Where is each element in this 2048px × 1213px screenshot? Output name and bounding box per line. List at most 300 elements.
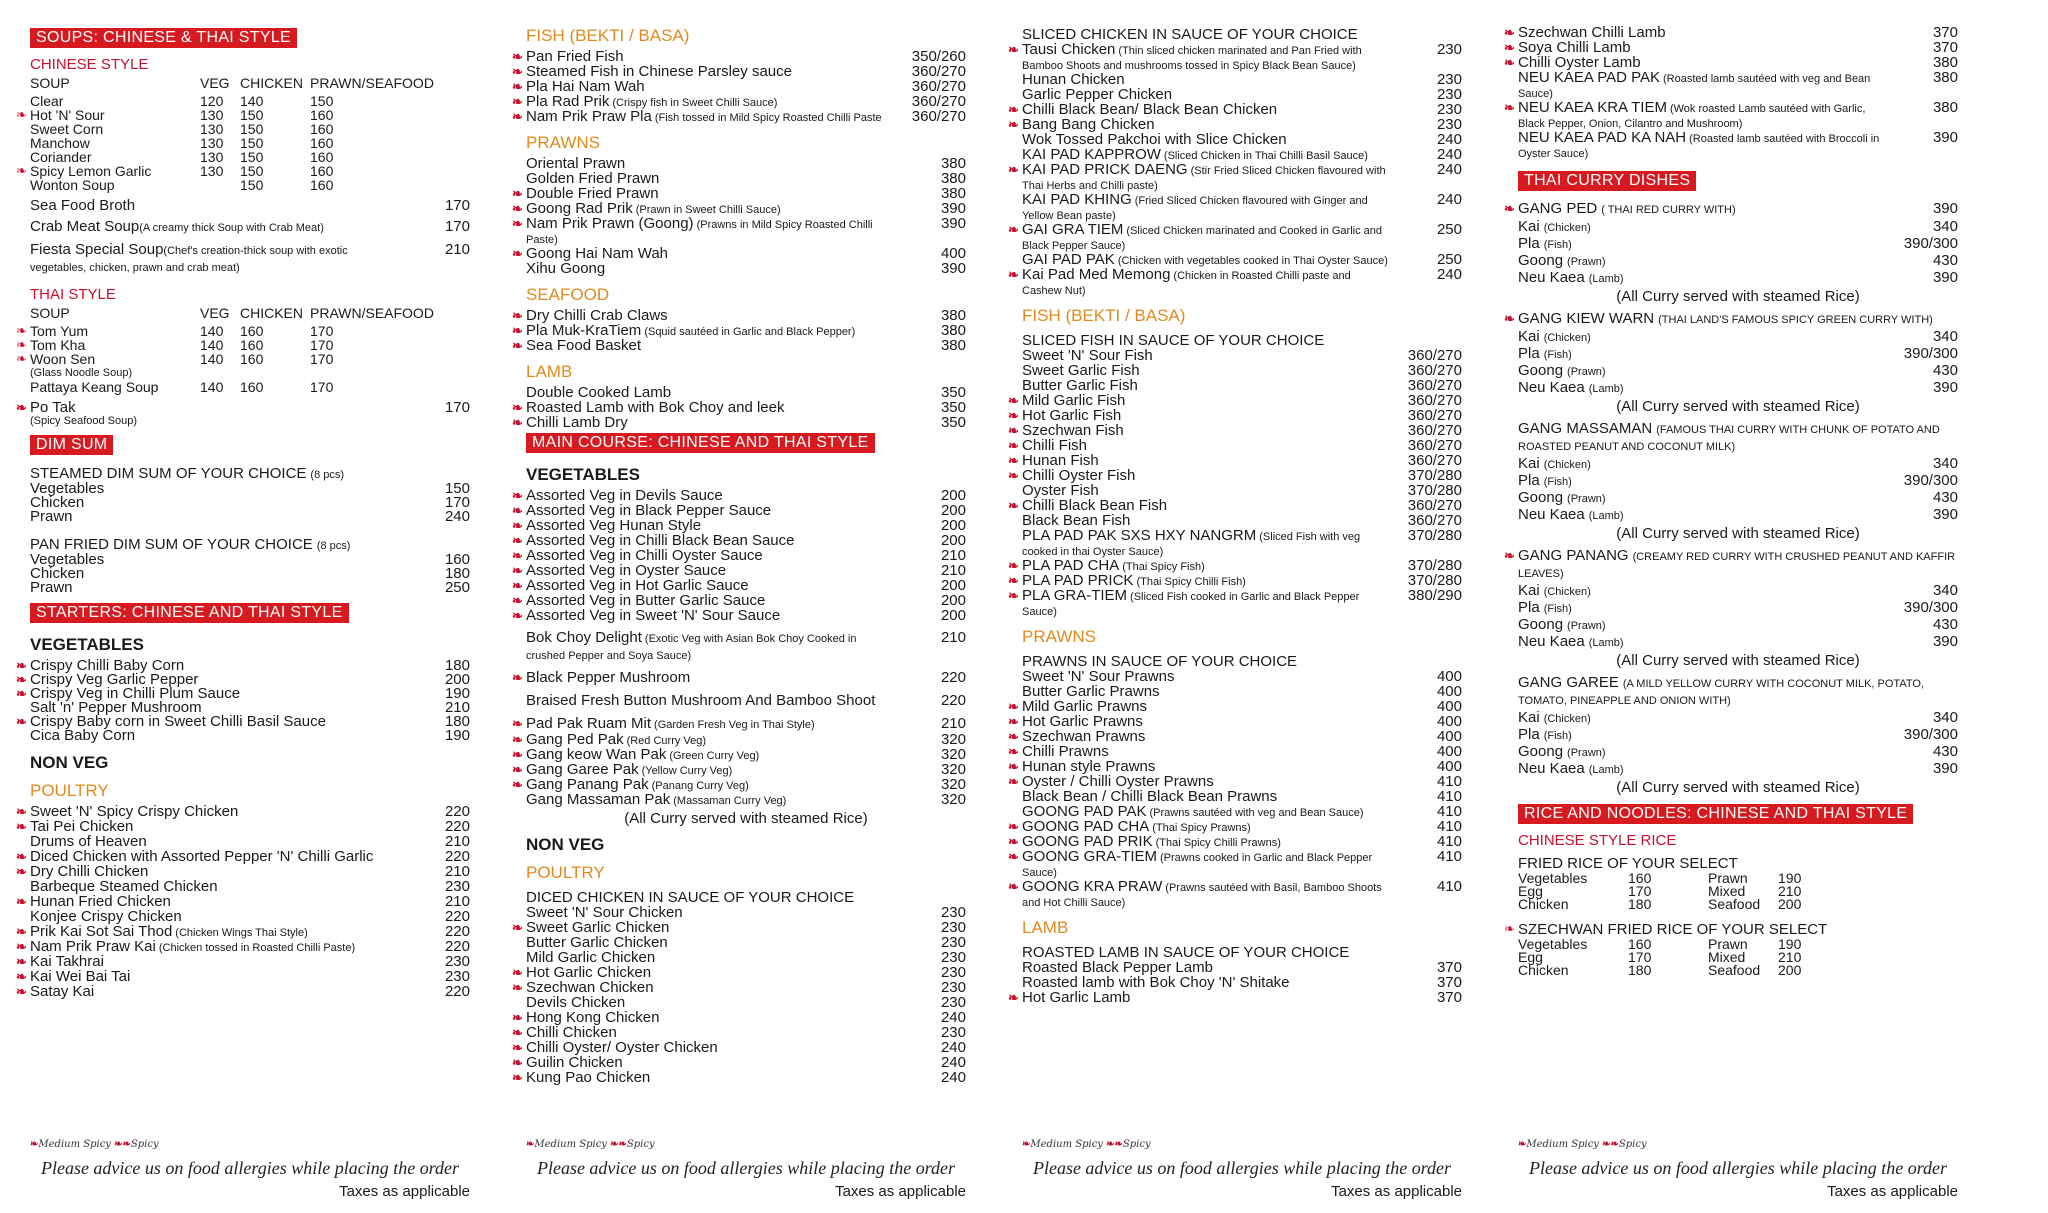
item-name — [1518, 421, 1958, 455]
allergy-note: Please advice us on food allergies while placing the order — [1528, 1158, 1948, 1178]
item-name — [1022, 589, 1392, 619]
spicy-icon: ❧ — [1008, 453, 1019, 468]
item-name — [1518, 548, 1958, 582]
item-title: Sweet 'N' Sour Prawns — [1022, 668, 1175, 685]
soup-name: Clear — [30, 93, 64, 109]
subsection-title: VEGETABLES — [526, 465, 640, 484]
item-title: Goong — [1518, 743, 1564, 760]
spicy-icon: ❧ — [16, 939, 27, 954]
spicy-icon: ❧ — [1008, 588, 1019, 603]
item-name — [1518, 330, 1888, 345]
item-title: Double Fried Prawn — [526, 185, 659, 202]
item-description: (Fried Sliced Chicken flavoured with Ginger and Yellow Bean paste) — [1022, 195, 1368, 222]
item-price: 360/270 — [1407, 452, 1462, 469]
spicy-icon: ❧ — [1008, 558, 1019, 573]
soup-price: 160 — [310, 135, 334, 151]
rice-cell: 180 — [1628, 962, 1652, 978]
item-price: 230 — [940, 979, 966, 996]
item-name — [1518, 201, 1888, 218]
item-price: 320 — [940, 761, 966, 778]
table-header: VEG — [200, 305, 230, 321]
table-header: CHICKEN — [240, 75, 304, 91]
subsection-title: NON VEG — [526, 835, 605, 854]
item-title: Crispy Chilli Baby Corn — [30, 657, 185, 674]
item-name — [1518, 364, 1888, 379]
item-title: Oyster Fish — [1022, 482, 1099, 499]
item-price: 180 — [444, 713, 470, 730]
item-title: Goong Hai Nam Wah — [526, 245, 669, 262]
item-title: Golden Fried Prawn — [526, 170, 660, 187]
item-title: Sea Food Basket — [526, 337, 642, 354]
rice-cell: 160 — [1628, 870, 1652, 886]
item-price: 380 — [1932, 69, 1958, 86]
allergy-note: Please advice us on food allergies while placing the order — [1032, 1158, 1452, 1178]
item-description: (A creamy thick Soup with Crab Meat) — [139, 222, 324, 234]
item-price: 400 — [1436, 698, 1462, 715]
item-description: (Prawn) — [1567, 256, 1606, 268]
curry-option — [1518, 618, 1958, 633]
item-title: Mild Garlic Fish — [1022, 392, 1126, 409]
item-price: 390 — [1932, 269, 1958, 286]
item-title: Chilli Oyster Lamb — [1518, 54, 1641, 71]
rice-cell: 170 — [1628, 883, 1652, 899]
item-title: Sweet Garlic Chicken — [526, 919, 670, 936]
item-price: 390 — [1932, 379, 1958, 396]
spicy-icon: ❧ — [512, 920, 523, 935]
item-description: (THAI LAND'S FAMOUS SPICY GREEN CURRY WITH) — [1658, 314, 1933, 326]
spicy-icon: ❧ — [1008, 744, 1019, 759]
item-price: 180 — [444, 565, 470, 582]
rice-cell: Vegetables — [1518, 870, 1588, 886]
item-description: (Fish) — [1543, 239, 1572, 251]
spicy-icon: ❧ — [1008, 849, 1019, 864]
item-title: PLA PAD PAK SXS HXY NANGRM — [1022, 527, 1257, 544]
page-footer — [526, 1139, 966, 1200]
curry-note: (All Curry served with steamed Rice) — [1616, 398, 1860, 415]
item-price: 240 — [940, 1039, 966, 1056]
item-description: (Spicy Seafood Soup) — [30, 415, 138, 427]
subsection-title: FRIED RICE OF YOUR SELECT — [1518, 855, 1738, 872]
item-title: Gang Garee Pak — [526, 761, 639, 778]
menu-item — [30, 242, 470, 276]
item-description: (Prawn) — [1567, 620, 1606, 632]
section-title: SOUPS: CHINESE & THAI STYLE — [30, 28, 297, 48]
item-name — [526, 693, 896, 710]
page-footer — [30, 1139, 470, 1200]
menu-item — [512, 108, 966, 125]
soup-price: 160 — [240, 337, 264, 353]
menu-item — [526, 630, 966, 664]
spicy-icon: ❧ — [1504, 100, 1515, 115]
medium-spicy-label: Medium Spicy — [1526, 1139, 1599, 1150]
spicy-icon: ❧ — [512, 323, 523, 338]
item-title: Szechwan Chilli Lamb — [1518, 24, 1666, 41]
menu-item — [512, 1069, 966, 1086]
spicy-icon: ❧ — [1008, 774, 1019, 789]
item-name — [30, 400, 400, 427]
item-title: Pad Pak Ruam Mit — [526, 715, 652, 732]
item-description: (Fish tossed in Mild Spicy Roasted Chilli Paste — [654, 112, 882, 124]
item-title: Mild Garlic Chicken — [526, 949, 656, 966]
item-description: (FAMOUS THAI CURRY WITH CHUNK OF POTATO AND ROASTED PEANUT AND COCONUT MILK) — [1518, 424, 1940, 453]
item-title: Neu Kaea — [1518, 760, 1585, 777]
item-title: Bok Choy Delight — [526, 629, 642, 646]
item-title: Kai — [1518, 328, 1540, 345]
spicy-icon: ❧❧ — [1106, 1139, 1123, 1150]
item-price: 400 — [1436, 668, 1462, 685]
item-price: 370/280 — [1407, 557, 1462, 574]
item-price: 230 — [940, 994, 966, 1011]
item-price: 340 — [1932, 328, 1958, 345]
menu-item — [30, 496, 470, 510]
item-title: Salt 'n' Pepper Mushroom — [30, 699, 202, 716]
item-price: 220 — [444, 923, 470, 940]
spicy-icon: ❧ — [16, 714, 27, 729]
item-price: 200 — [940, 607, 966, 624]
menu-column-1 — [16, 26, 470, 1211]
menu-item — [1008, 422, 1462, 439]
menu-item — [526, 793, 966, 808]
item-title: Pla — [1518, 345, 1540, 362]
item-name — [1022, 850, 1392, 880]
item-price: 170 — [444, 197, 470, 214]
table-header: PRAWN/SEAFOOD — [310, 305, 434, 321]
soup-price: 140 — [240, 93, 264, 109]
subsection-title: DICED CHICKEN IN SAUCE OF YOUR CHOICE — [526, 889, 855, 906]
menu-item — [1022, 193, 1462, 223]
spicy-icon: ❧ — [16, 894, 27, 909]
curry-note: (All Curry served with steamed Rice) — [624, 810, 868, 827]
item-name — [1518, 474, 1888, 489]
rice-cell: Seafood — [1708, 896, 1761, 912]
item-description: (Chicken Wings Thai Style) — [175, 927, 308, 939]
item-price: 210 — [940, 562, 966, 579]
item-description: (Wok roasted Lamb sautéed with Garlic, Black Pepper, Onion, Cilantro and Mushroom) — [1518, 103, 1866, 130]
item-name — [526, 793, 896, 808]
item-name — [1518, 508, 1888, 523]
item-description: (Lamb) — [1588, 764, 1624, 776]
spicy-icon: ❧ — [1008, 408, 1019, 423]
menu-item — [512, 215, 966, 247]
spicy-icon: ❧ — [1504, 201, 1515, 216]
menu-item — [1008, 221, 1462, 253]
curry-note: (All Curry served with steamed Rice) — [1616, 652, 1860, 669]
item-title: PLA PAD PRICK — [1022, 572, 1134, 589]
soup-price: 160 — [310, 177, 334, 193]
soup-price: 160 — [310, 107, 334, 123]
item-title: NEU KAEA PAD PAK — [1518, 69, 1660, 86]
item-price: 230 — [940, 949, 966, 966]
item-price: 390/300 — [1903, 726, 1958, 743]
subsection-title: ROASTED LAMB IN SAUCE OF YOUR CHOICE — [1022, 944, 1350, 961]
subsection-title: POULTRY — [526, 863, 605, 882]
menu-item — [1518, 131, 1958, 161]
item-price: 200 — [940, 502, 966, 519]
item-price: 210 — [444, 863, 470, 880]
spicy-icon: ❧ — [1022, 1139, 1031, 1150]
item-title: Hunan Fried Chicken — [30, 893, 171, 910]
rice-cell: Vegetables — [1518, 936, 1588, 952]
spicy-icon: ❧ — [1008, 438, 1019, 453]
spicy-icon: ❧ — [16, 337, 27, 352]
curry-option — [1518, 220, 1958, 235]
item-description: (Prawn) — [1567, 747, 1606, 759]
item-price: 430 — [1932, 743, 1958, 760]
curry-option — [1518, 254, 1958, 269]
item-title: Szechwan Fish — [1022, 422, 1124, 439]
item-name — [1518, 237, 1888, 252]
item-title: Oyster / Chilli Oyster Prawns — [1022, 773, 1214, 790]
menu-item — [30, 567, 470, 581]
spicy-icon: ❧ — [1504, 548, 1515, 563]
item-name — [1518, 101, 1888, 131]
item-title: Hunan style Prawns — [1022, 758, 1156, 775]
item-name — [1022, 529, 1392, 559]
item-title: Neu Kaea — [1518, 379, 1585, 396]
spicy-icon: ❧ — [512, 246, 523, 261]
table-header: PRAWN/SEAFOOD — [310, 75, 434, 91]
item-title: Szechwan Prawns — [1022, 728, 1146, 745]
item-title: Gang Panang Pak — [526, 776, 649, 793]
menu-item — [30, 581, 470, 595]
rice-cell: 200 — [1778, 962, 1802, 978]
soup-price: 140 — [200, 351, 224, 367]
item-title: PLA GRA-TIEM — [1022, 587, 1128, 604]
item-price: 380 — [1932, 54, 1958, 71]
taxes-note: Taxes as applicable — [835, 1183, 966, 1200]
item-title: Crispy Veg Garlic Pepper — [30, 671, 199, 688]
item-description: (Prawns sautéed with veg and Bean Sauce) — [1149, 807, 1364, 819]
item-name — [1022, 880, 1392, 910]
soup-price: 130 — [200, 107, 224, 123]
item-title: Prik Kai Sot Sai Thod — [30, 923, 173, 940]
item-title: Pla Muk-KraTiem — [526, 322, 642, 339]
spicy-icon: ❧ — [512, 94, 523, 109]
spicy-icon: ❧ — [512, 732, 523, 747]
item-price: 390 — [940, 200, 966, 217]
menu-item — [1504, 99, 1958, 131]
spicy-icon: ❧ — [512, 415, 523, 430]
item-title: Garlic Pepper Chicken — [1022, 86, 1173, 103]
curry-option — [1518, 474, 1958, 489]
curry-title — [1518, 421, 1958, 455]
item-price: 370/280 — [1407, 572, 1462, 589]
item-title: Butter Garlic Fish — [1022, 377, 1138, 394]
menu-item — [30, 198, 470, 213]
page-footer — [1518, 1139, 1958, 1200]
item-title: Chicken — [30, 494, 85, 511]
item-title: GOONG PAD PRIK — [1022, 833, 1153, 850]
item-name — [1518, 491, 1888, 506]
medium-spicy-label: Medium Spicy — [1030, 1139, 1103, 1150]
soup-cell: Pattaya Keang Soup — [30, 379, 159, 395]
spicy-icon: ❧ — [512, 563, 523, 578]
item-price: 240 — [1436, 146, 1462, 163]
spicy-icon: ❧ — [512, 338, 523, 353]
item-title: Neu Kaea — [1518, 269, 1585, 286]
item-price: 230 — [1436, 86, 1462, 103]
rice-cell: Seafood — [1708, 962, 1761, 978]
item-title: Assorted Veg Hunan Style — [526, 517, 702, 534]
menu-item — [1008, 989, 1462, 1006]
item-title: Tausi Chicken — [1022, 41, 1116, 58]
menu-column-2 — [512, 26, 966, 1211]
medium-spicy-label: Medium Spicy — [534, 1139, 607, 1150]
menu-item — [512, 607, 966, 624]
item-description: (Thai Spicy Prawns) — [1152, 822, 1251, 834]
item-price: 360/270 — [1407, 377, 1462, 394]
table-header: SOUP — [30, 305, 70, 321]
spicy-icon: ❧ — [1008, 819, 1019, 834]
item-price: 410 — [1436, 773, 1462, 790]
spicy-icon: ❧ — [512, 980, 523, 995]
soup-price: 120 — [200, 93, 224, 109]
item-price: 250 — [1436, 221, 1462, 238]
item-description: (Sliced Fish with veg cooked in thai Oyster Sauce) — [1022, 531, 1361, 558]
item-price: 200 — [444, 671, 470, 688]
item-description: (Chef's creation-thick soup with exotic vegetables, chicken, prawn and crab meat) — [30, 245, 348, 274]
rice-cell: 170 — [1628, 949, 1652, 965]
item-description: (Crispy fish in Sweet Chilli Sauce) — [612, 97, 778, 109]
item-price: 170 — [444, 399, 470, 416]
spicy-icon: ❧ — [512, 1040, 523, 1055]
item-price: 360/270 — [911, 93, 966, 110]
item-price: 360/270 — [1407, 347, 1462, 364]
spicy-icon: ❧ — [512, 533, 523, 548]
item-price: 210 — [444, 699, 470, 716]
subsection-title: SLICED FISH IN SAUCE OF YOUR CHOICE — [1022, 332, 1325, 349]
section-title: FISH (BEKTI / BASA) — [1022, 306, 1186, 325]
item-price: 240 — [1436, 161, 1462, 178]
curry-note: (All Curry served with steamed Rice) — [1616, 779, 1860, 796]
item-price: 230 — [444, 878, 470, 895]
menu-item — [30, 219, 470, 236]
spicy-icon: ❧ — [512, 216, 523, 231]
item-title: Hot Garlic Prawns — [1022, 713, 1143, 730]
section-title: RICE AND NOODLES: CHINESE AND THAI STYLE — [1518, 804, 1913, 824]
rice-table — [1518, 872, 1958, 911]
curry-option — [1518, 491, 1958, 506]
menu-item — [512, 414, 966, 431]
item-title: Chilli Black Bean/ Black Bean Chicken — [1022, 101, 1278, 118]
spicy-icon: ❧ — [512, 308, 523, 323]
rice-cell: Chicken — [1518, 896, 1569, 912]
curry-option — [1518, 457, 1958, 472]
menu-item — [512, 337, 966, 354]
item-price: 370/280 — [1407, 482, 1462, 499]
item-price: 360/270 — [1407, 392, 1462, 409]
item-price: 230 — [1436, 41, 1462, 58]
spicy-icon: ❧ — [16, 864, 27, 879]
spicy-icon: ❧❧ — [114, 1139, 131, 1150]
spicy-icon: ❧ — [1008, 117, 1019, 132]
spicy-icon: ❧ — [512, 762, 523, 777]
item-title: Double Cooked Lamb — [526, 384, 672, 401]
item-title: Hot Garlic Lamb — [1022, 989, 1131, 1006]
item-price: 240 — [940, 1009, 966, 1026]
item-price: 390 — [940, 260, 966, 277]
spicy-icon: ❧ — [16, 351, 27, 366]
soup-name: Wonton Soup — [30, 177, 115, 193]
spicy-icon: ❧ — [512, 1070, 523, 1085]
rice-cell: Mixed — [1708, 883, 1746, 899]
item-price: 200 — [940, 577, 966, 594]
item-name — [1022, 268, 1392, 298]
rice-cell: 180 — [1628, 896, 1652, 912]
item-title: KAI PAD KHING — [1022, 191, 1132, 208]
spicy-icon: ❧ — [1008, 834, 1019, 849]
rice-cell: 190 — [1778, 936, 1802, 952]
item-description: (Glass Noodle Soup) — [30, 367, 133, 379]
item-name — [1518, 762, 1888, 777]
soup-table — [16, 75, 470, 193]
subsection-title: NON VEG — [30, 753, 109, 772]
item-description: (Chicken with vegetables cooked in Thai Oyster Sauce) — [1117, 255, 1388, 267]
soup-name-text: Woon Sen — [30, 351, 96, 367]
item-price: 340 — [1932, 455, 1958, 472]
item-price: 220 — [444, 848, 470, 865]
item-title: Chicken — [30, 565, 85, 582]
section-title: DIM SUM — [30, 435, 113, 455]
item-description: (Prawns cooked in Garlic and Black Pepper Sauce) — [1022, 852, 1373, 879]
spicy-icon: ❧ — [512, 548, 523, 563]
item-title: Tai Pei Chicken — [30, 818, 134, 835]
table-header: CHICKEN — [240, 305, 304, 321]
item-title: GANG PANANG — [1518, 547, 1629, 564]
item-title: Szechwan Chicken — [526, 979, 654, 996]
item-description: (Panang Curry Veg) — [651, 780, 749, 792]
spice-legend — [30, 1139, 470, 1150]
item-description: (Thai Spicy Chilli Fish) — [1136, 576, 1246, 588]
item-price: 230 — [1436, 101, 1462, 118]
item-description: (Chicken) — [1543, 459, 1591, 471]
rice-cell: Chicken — [1518, 962, 1569, 978]
menu-item — [526, 693, 966, 710]
item-price: 380 — [940, 155, 966, 172]
item-price: 200 — [940, 517, 966, 534]
item-price: 240 — [1436, 191, 1462, 208]
spicy-icon: ❧ — [1008, 498, 1019, 513]
subsection-title: CHINESE STYLE RICE — [1518, 832, 1677, 849]
menu-item — [1008, 587, 1462, 619]
item-title: Pla — [1518, 726, 1540, 743]
rice-cell: Egg — [1518, 883, 1543, 899]
item-title: Pla — [1518, 599, 1540, 616]
item-price: 240 — [940, 1054, 966, 1071]
subsection-title: PRAWNS IN SAUCE OF YOUR CHOICE — [1022, 653, 1298, 670]
item-title: Gang Ped Pak — [526, 731, 624, 748]
item-description: (Roasted lamb sautéed with veg and Bean Sauce) — [1518, 73, 1871, 100]
item-name — [1022, 163, 1392, 193]
spice-legend — [1518, 1139, 1958, 1150]
item-description: (CREAMY RED CURRY WITH CRUSHED PEANUT AND KAFFIR LEAVES) — [1518, 551, 1956, 580]
item-title: Crispy Baby corn in Sweet Chilli Basil Sauce — [30, 713, 326, 730]
item-title: GOONG PAD CHA — [1022, 818, 1150, 835]
menu-column-4 — [1504, 24, 1958, 1211]
item-name — [1518, 347, 1888, 362]
item-description: (Sliced Fish cooked in Garlic and Black Pepper Sauce) — [1022, 591, 1360, 618]
item-price: 230 — [940, 919, 966, 936]
curry-option — [1518, 508, 1958, 523]
spicy-icon: ❧ — [1504, 25, 1515, 40]
item-title: Chilli Chicken — [526, 1024, 617, 1041]
soup-name: Manchow — [30, 135, 90, 151]
spicy-icon: ❧ — [512, 79, 523, 94]
item-price: 210 — [940, 547, 966, 564]
item-price: 230 — [940, 904, 966, 921]
item-title: Goong — [1518, 489, 1564, 506]
menu-item — [16, 968, 470, 985]
